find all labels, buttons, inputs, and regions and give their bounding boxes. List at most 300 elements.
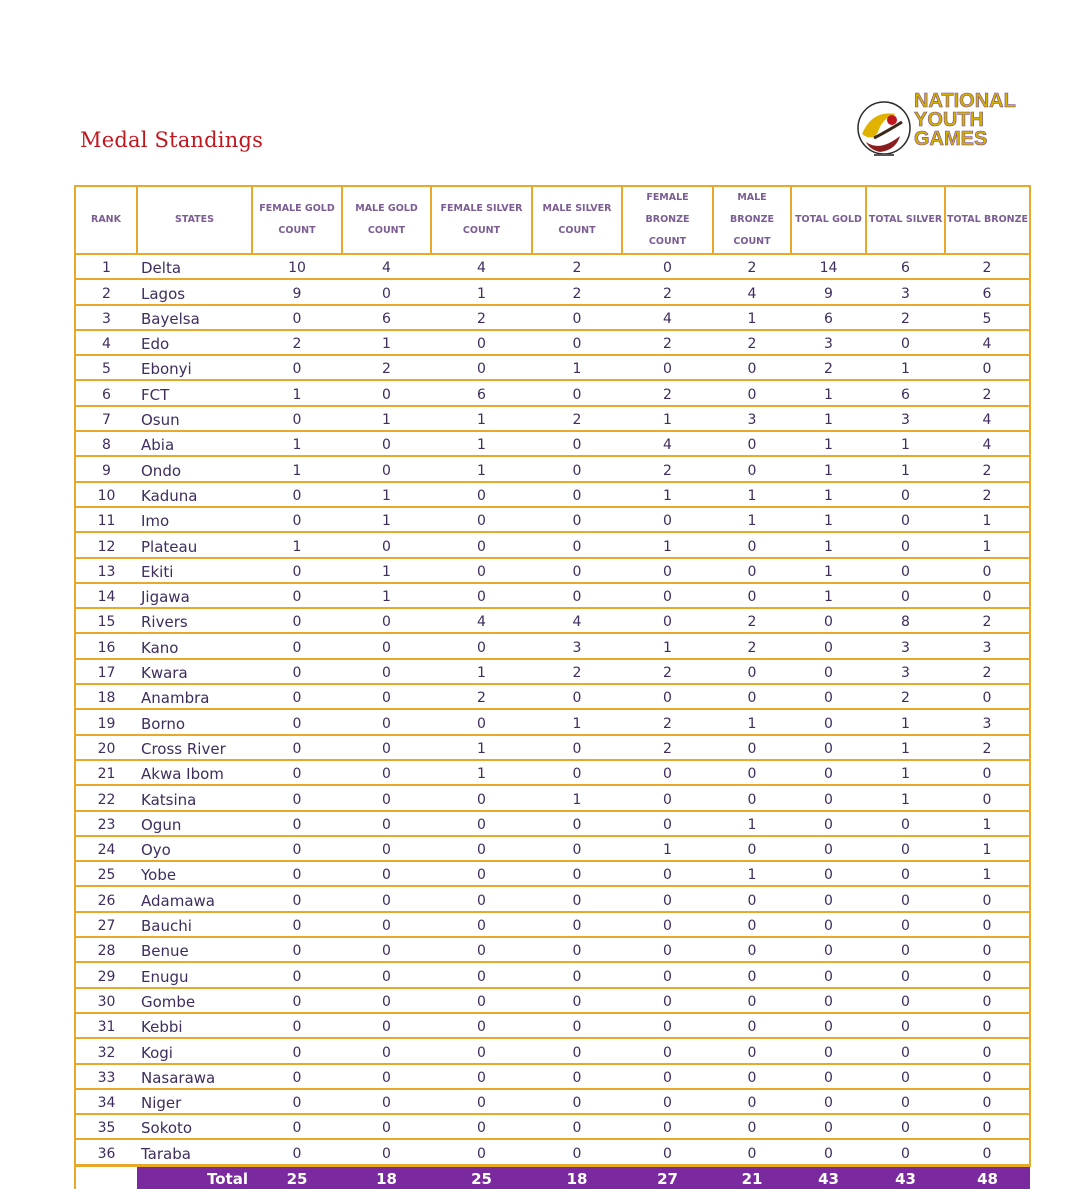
total-gold-cell: 1 [791,456,866,481]
rank-cell: 36 [75,1139,137,1165]
rank-cell: 17 [75,659,137,684]
rank-cell: 2 [75,279,137,304]
states-cell: Anambra [137,684,252,709]
total-silver-cell: 3 [866,659,945,684]
total-bronze-cell: 0 [945,583,1030,608]
male-gold-cell: 0 [342,709,431,734]
female-bronze-cell: 0 [622,861,713,886]
total-bronze-cell: 2 [945,659,1030,684]
male-silver-cell: 0 [532,380,622,405]
male-bronze-cell: 2 [713,330,791,355]
female-bronze-cell: 0 [622,558,713,583]
header-total-bronze: TOTAL BRONZE [945,186,1030,254]
states-cell: Jigawa [137,583,252,608]
female-silver-cell: 0 [431,558,532,583]
total-gold-cell: 1 [791,380,866,405]
total-gold-cell: 0 [791,988,866,1013]
female-gold-cell: 0 [252,1139,342,1165]
header-rank: RANK [75,186,137,254]
total-gold-cell: 1 [791,507,866,532]
total-silver-cell: 0 [866,558,945,583]
female-silver-cell: 2 [431,684,532,709]
male-gold-cell: 0 [342,861,431,886]
total-silver-cell: 0 [866,1089,945,1114]
total-gold-cell: 0 [791,1013,866,1038]
male-bronze-cell: 0 [713,836,791,861]
total-silver-cell: 3 [866,633,945,658]
male-gold-cell: 1 [342,507,431,532]
rank-cell: 32 [75,1038,137,1063]
total-female-gold: 25 [252,1165,342,1189]
total-bronze-cell: 2 [945,608,1030,633]
total-silver-cell: 1 [866,355,945,380]
male-silver-cell: 2 [532,254,622,279]
female-gold-cell: 0 [252,482,342,507]
table-body [75,254,1030,1165]
female-bronze-cell: 0 [622,785,713,810]
female-gold-cell: 0 [252,735,342,760]
female-silver-cell: 0 [431,1038,532,1063]
male-silver-cell: 0 [532,988,622,1013]
male-silver-cell: 0 [532,912,622,937]
rank-cell: 21 [75,760,137,785]
total-silver-cell: 0 [866,482,945,507]
total-gold-cell: 0 [791,886,866,911]
male-gold-cell: 1 [342,406,431,431]
rank-cell: 13 [75,558,137,583]
total-male-silver: 18 [532,1165,622,1189]
table-row [75,886,1030,911]
female-gold-cell: 0 [252,886,342,911]
header-male-bronze: MALE BRONZE COUNT [713,186,791,254]
total-silver-cell: 0 [866,1139,945,1165]
table-row [75,558,1030,583]
female-bronze-cell: 2 [622,659,713,684]
female-bronze-cell: 1 [622,633,713,658]
female-silver-cell: 0 [431,1013,532,1038]
female-bronze-cell: 0 [622,608,713,633]
male-silver-cell: 4 [532,608,622,633]
total-silver-cell: 0 [866,811,945,836]
states-cell: Sokoto [137,1114,252,1139]
male-bronze-cell: 3 [713,406,791,431]
total-bronze-cell: 2 [945,254,1030,279]
table-row [75,456,1030,481]
female-gold-cell: 0 [252,305,342,330]
total-silver-cell: 0 [866,532,945,557]
female-bronze-cell: 1 [622,406,713,431]
female-gold-cell: 1 [252,380,342,405]
table-row [75,279,1030,304]
total-bronze-cell: 0 [945,988,1030,1013]
total-silver-cell: 0 [866,1038,945,1063]
female-silver-cell: 0 [431,962,532,987]
table-header-row [75,186,1030,254]
table-row [75,1139,1030,1165]
rank-cell: 31 [75,1013,137,1038]
total-silver-cell: 0 [866,583,945,608]
male-gold-cell: 0 [342,1114,431,1139]
states-cell: Rivers [137,608,252,633]
rank-cell: 34 [75,1089,137,1114]
national-youth-games-logo [852,92,1032,162]
male-silver-cell: 0 [532,456,622,481]
total-silver-cell: 1 [866,709,945,734]
states-cell: Edo [137,330,252,355]
medal-standings-table [74,185,1031,1189]
total-gold-cell: 0 [791,709,866,734]
states-cell: Kano [137,633,252,658]
total-gold-cell: 1 [791,532,866,557]
male-bronze-cell: 0 [713,380,791,405]
male-bronze-cell: 1 [713,709,791,734]
female-silver-cell: 4 [431,254,532,279]
states-cell: Plateau [137,532,252,557]
table-row [75,937,1030,962]
table-row [75,912,1030,937]
male-bronze-cell: 0 [713,659,791,684]
rank-cell: 10 [75,482,137,507]
female-gold-cell: 0 [252,912,342,937]
male-silver-cell: 0 [532,482,622,507]
total-bronze-cell: 0 [945,1038,1030,1063]
total-gold-cell: 1 [791,482,866,507]
female-bronze-cell: 0 [622,760,713,785]
female-silver-cell: 0 [431,912,532,937]
male-bronze-cell: 0 [713,988,791,1013]
male-silver-cell: 0 [532,937,622,962]
male-bronze-cell: 0 [713,1038,791,1063]
states-cell: Ondo [137,456,252,481]
male-gold-cell: 2 [342,355,431,380]
female-bronze-cell: 0 [622,912,713,937]
states-cell: Kwara [137,659,252,684]
male-silver-cell: 0 [532,1089,622,1114]
total-gold-cell: 0 [791,836,866,861]
total-gold-cell: 0 [791,1114,866,1139]
total-gold-cell: 1 [791,406,866,431]
total-gold-cell: 3 [791,330,866,355]
total-gold-cell: 0 [791,633,866,658]
table-row [75,1013,1030,1038]
female-silver-cell: 0 [431,583,532,608]
table-row [75,962,1030,987]
female-gold-cell: 0 [252,633,342,658]
states-cell: Benue [137,937,252,962]
male-bronze-cell: 0 [713,1013,791,1038]
female-bronze-cell: 0 [622,1064,713,1089]
total-gold-cell: 0 [791,760,866,785]
total-female-silver: 25 [431,1165,532,1189]
male-gold-cell: 0 [342,811,431,836]
states-cell: Borno [137,709,252,734]
female-gold-cell: 0 [252,406,342,431]
total-silver-cell: 1 [866,760,945,785]
male-bronze-cell: 0 [713,583,791,608]
female-silver-cell: 0 [431,1114,532,1139]
total-bronze-cell: 0 [945,912,1030,937]
total-gold-cell: 0 [791,962,866,987]
table-row [75,507,1030,532]
female-gold-cell: 0 [252,583,342,608]
rank-cell: 20 [75,735,137,760]
total-silver-cell: 3 [866,406,945,431]
female-gold-cell: 0 [252,1064,342,1089]
total-bronze-cell: 0 [945,355,1030,380]
female-bronze-cell: 0 [622,1139,713,1165]
total-rank-cell [75,1165,137,1189]
total-silver-cell: 6 [866,254,945,279]
female-silver-cell: 1 [431,659,532,684]
total-bronze-cell: 0 [945,1064,1030,1089]
female-gold-cell: 2 [252,330,342,355]
rank-cell: 27 [75,912,137,937]
states-cell: Kebbi [137,1013,252,1038]
rank-cell: 22 [75,785,137,810]
female-silver-cell: 1 [431,735,532,760]
states-cell: Gombe [137,988,252,1013]
male-bronze-cell: 0 [713,355,791,380]
female-silver-cell: 0 [431,709,532,734]
male-gold-cell: 4 [342,254,431,279]
total-gold-cell: 0 [791,811,866,836]
male-silver-cell: 0 [532,760,622,785]
male-gold-cell: 0 [342,912,431,937]
rank-cell: 1 [75,254,137,279]
total-bronze-cell: 2 [945,380,1030,405]
male-gold-cell: 0 [342,988,431,1013]
male-silver-cell: 0 [532,836,622,861]
male-gold-cell: 0 [342,1038,431,1063]
logo-wordmark: NATIONAL YOUTH GAMES [914,90,1016,150]
total-bronze-cell: 2 [945,482,1030,507]
male-silver-cell: 2 [532,406,622,431]
rank-cell: 7 [75,406,137,431]
female-silver-cell: 0 [431,507,532,532]
table-row [75,380,1030,405]
total-gold-cell: 0 [791,1038,866,1063]
male-gold-cell: 1 [342,482,431,507]
male-bronze-cell: 0 [713,735,791,760]
female-silver-cell: 0 [431,355,532,380]
male-gold-cell: 0 [342,380,431,405]
female-gold-cell: 1 [252,456,342,481]
male-gold-cell: 0 [342,1089,431,1114]
rank-cell: 28 [75,937,137,962]
female-silver-cell: 0 [431,1139,532,1165]
table-row [75,583,1030,608]
male-bronze-cell: 0 [713,1114,791,1139]
female-bronze-cell: 1 [622,836,713,861]
total-total-silver: 43 [866,1165,945,1189]
male-gold-cell: 0 [342,760,431,785]
total-silver-cell: 2 [866,684,945,709]
total-silver-cell: 0 [866,1064,945,1089]
female-silver-cell: 0 [431,1064,532,1089]
female-gold-cell: 0 [252,355,342,380]
male-silver-cell: 0 [532,1013,622,1038]
male-silver-cell: 0 [532,861,622,886]
male-bronze-cell: 0 [713,684,791,709]
rank-cell: 24 [75,836,137,861]
total-gold-cell: 1 [791,558,866,583]
male-gold-cell: 0 [342,937,431,962]
male-gold-cell: 0 [342,836,431,861]
total-label: Total [137,1165,252,1189]
female-bronze-cell: 0 [622,937,713,962]
female-gold-cell: 0 [252,760,342,785]
male-bronze-cell: 0 [713,937,791,962]
female-bronze-cell: 2 [622,279,713,304]
total-silver-cell: 0 [866,912,945,937]
states-cell: Imo [137,507,252,532]
states-cell: Katsina [137,785,252,810]
rank-cell: 14 [75,583,137,608]
female-silver-cell: 1 [431,279,532,304]
header-male-gold: MALE GOLD COUNT [342,186,431,254]
total-gold-cell: 0 [791,861,866,886]
total-gold-cell: 0 [791,1089,866,1114]
female-bronze-cell: 1 [622,532,713,557]
male-bronze-cell: 4 [713,279,791,304]
total-male-bronze: 21 [713,1165,791,1189]
total-silver-cell: 8 [866,608,945,633]
female-bronze-cell: 0 [622,355,713,380]
male-bronze-cell: 1 [713,811,791,836]
total-bronze-cell: 1 [945,507,1030,532]
male-silver-cell: 0 [532,1114,622,1139]
total-gold-cell: 2 [791,355,866,380]
male-bronze-cell: 0 [713,785,791,810]
table-row [75,988,1030,1013]
total-silver-cell: 2 [866,305,945,330]
male-silver-cell: 0 [532,735,622,760]
table-row [75,861,1030,886]
total-bronze-cell: 2 [945,735,1030,760]
female-silver-cell: 1 [431,406,532,431]
total-bronze-cell: 4 [945,406,1030,431]
table-row [75,633,1030,658]
states-cell: Ogun [137,811,252,836]
states-cell: Ekiti [137,558,252,583]
male-silver-cell: 0 [532,1038,622,1063]
male-silver-cell: 0 [532,532,622,557]
female-silver-cell: 0 [431,886,532,911]
female-bronze-cell: 0 [622,811,713,836]
rank-cell: 26 [75,886,137,911]
total-bronze-cell: 3 [945,709,1030,734]
rank-cell: 18 [75,684,137,709]
female-silver-cell: 0 [431,836,532,861]
header-states: STATES [137,186,252,254]
female-gold-cell: 0 [252,1013,342,1038]
male-gold-cell: 0 [342,633,431,658]
female-gold-cell: 0 [252,861,342,886]
male-silver-cell: 0 [532,1139,622,1165]
female-silver-cell: 4 [431,608,532,633]
female-gold-cell: 9 [252,279,342,304]
female-silver-cell: 0 [431,633,532,658]
total-gold-cell: 0 [791,1064,866,1089]
male-silver-cell: 1 [532,355,622,380]
male-gold-cell: 0 [342,684,431,709]
table-row [75,735,1030,760]
total-bronze-cell: 1 [945,811,1030,836]
total-bronze-cell: 0 [945,1089,1030,1114]
female-silver-cell: 6 [431,380,532,405]
total-bronze-cell: 0 [945,962,1030,987]
male-gold-cell: 0 [342,735,431,760]
total-bronze-cell: 4 [945,330,1030,355]
total-silver-cell: 0 [866,886,945,911]
total-bronze-cell: 2 [945,456,1030,481]
rank-cell: 25 [75,861,137,886]
total-bronze-cell: 0 [945,937,1030,962]
total-gold-cell: 0 [791,659,866,684]
total-total-bronze: 48 [945,1165,1030,1189]
female-bronze-cell: 4 [622,431,713,456]
states-cell: Niger [137,1089,252,1114]
male-bronze-cell: 0 [713,962,791,987]
total-silver-cell: 1 [866,431,945,456]
female-bronze-cell: 2 [622,380,713,405]
header-total-gold: TOTAL GOLD [791,186,866,254]
male-silver-cell: 0 [532,431,622,456]
total-bronze-cell: 4 [945,431,1030,456]
total-bronze-cell: 5 [945,305,1030,330]
table-row [75,709,1030,734]
rank-cell: 6 [75,380,137,405]
rank-cell: 35 [75,1114,137,1139]
female-silver-cell: 0 [431,937,532,962]
female-gold-cell: 0 [252,1089,342,1114]
table-row [75,330,1030,355]
total-gold-cell: 0 [791,912,866,937]
male-bronze-cell: 0 [713,558,791,583]
total-gold-cell: 1 [791,431,866,456]
table-row [75,659,1030,684]
states-cell: Abia [137,431,252,456]
female-bronze-cell: 0 [622,1013,713,1038]
rank-cell: 3 [75,305,137,330]
male-silver-cell: 0 [532,583,622,608]
female-silver-cell: 0 [431,785,532,810]
table-row [75,532,1030,557]
total-silver-cell: 0 [866,1013,945,1038]
female-bronze-cell: 0 [622,254,713,279]
table-row [75,836,1030,861]
header-female-bronze: FEMALE BRONZE COUNT [622,186,713,254]
total-gold-cell: 6 [791,305,866,330]
rank-cell: 11 [75,507,137,532]
male-silver-cell: 0 [532,507,622,532]
states-cell: Enugu [137,962,252,987]
table-row [75,811,1030,836]
male-bronze-cell: 2 [713,633,791,658]
total-bronze-cell: 0 [945,1013,1030,1038]
male-bronze-cell: 0 [713,912,791,937]
rank-cell: 5 [75,355,137,380]
table-row [75,482,1030,507]
female-gold-cell: 0 [252,709,342,734]
states-cell: Akwa Ibom [137,760,252,785]
total-silver-cell: 0 [866,861,945,886]
total-silver-cell: 1 [866,785,945,810]
total-bronze-cell: 0 [945,684,1030,709]
header-total-silver: TOTAL SILVER [866,186,945,254]
male-gold-cell: 1 [342,583,431,608]
female-bronze-cell: 0 [622,684,713,709]
